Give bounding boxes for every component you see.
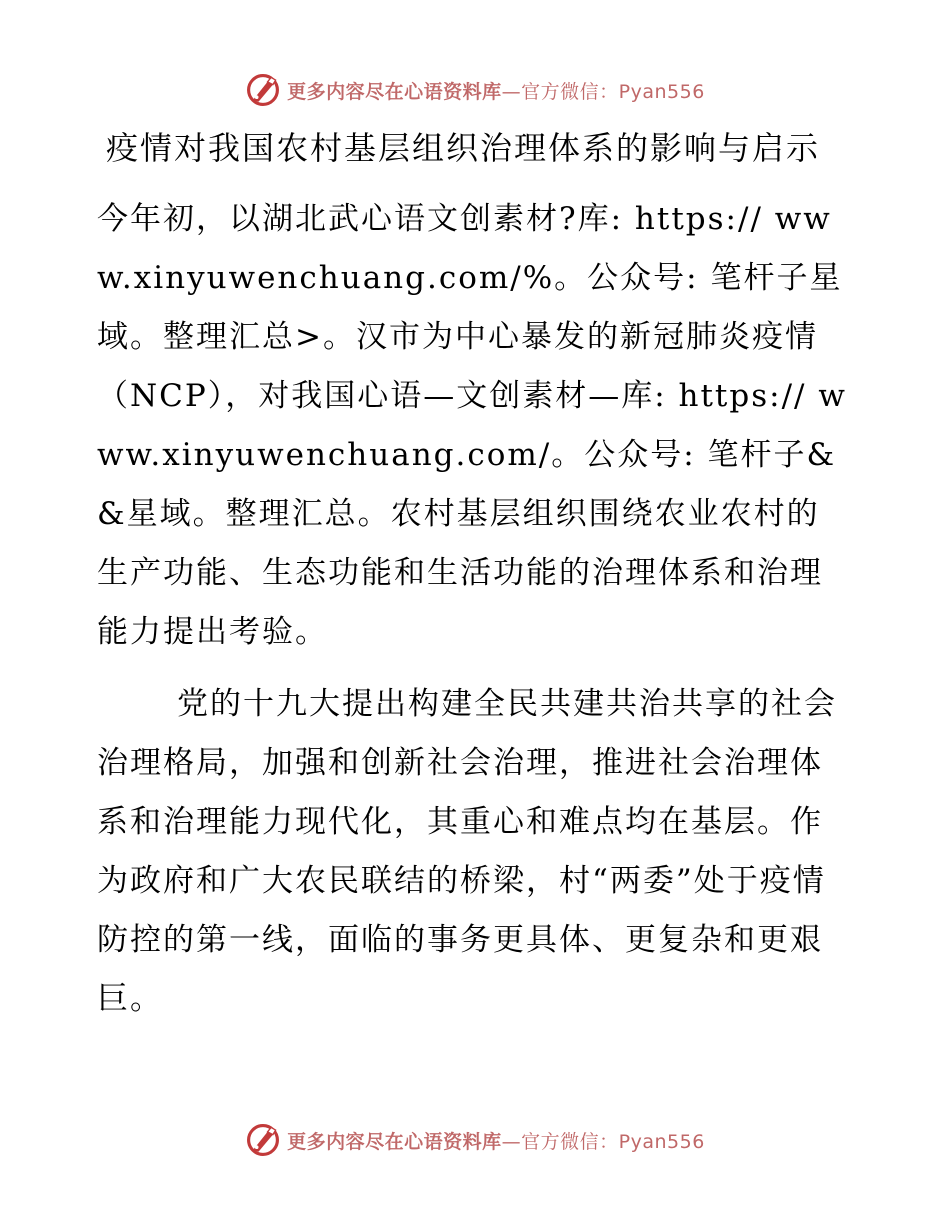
- header-banner-dash: —: [501, 80, 522, 103]
- header-banner: [0, 68, 950, 112]
- header-banner-main: 更多内容尽在心语资料库: [287, 80, 502, 103]
- header-banner-text: [287, 77, 705, 104]
- paragraph-1: 今年初，以湖北武心语文创素材?库: https:// www.xinyuwenchuang.com/%。公众号: 笔杆子星域。整理汇总>。汉市为中心暴发的新冠肺炎疫情（NCP），对我国心语—文创素材—库: https:// www.xinyuwenchuang.com/。公众号: 笔杆子&&星域。整理汇总。农村基层组织围绕农业农村的生产功能、生态功能和生活功能的治理体系和治理能力提出考验。: [97, 201, 847, 650]
- footer-banner-main: 更多内容尽在心语资料库: [287, 1130, 502, 1153]
- pen-logo-icon: [245, 1122, 281, 1158]
- footer-banner-wechat: 官方微信：Pyan556: [521, 1130, 705, 1153]
- pen-logo-icon: [245, 72, 281, 108]
- footer-banner-text: [287, 1127, 705, 1154]
- footer-banner-dash: —: [501, 1130, 522, 1153]
- header-banner-wechat: 官方微信：Pyan556: [521, 80, 705, 103]
- document-title: 疫情对我国农村基层组织治理体系的影响与启示: [106, 129, 821, 167]
- paragraph-2: 党的十九大提出构建全民共建共治共享的社会治理格局，加强和创新社会治理，推进社会治理体系和治理能力现代化，其重心和难点均在基层。作为政府和广大农民联结的桥梁，村“两委”处于疫情防控的第一线，面临的事务更具体、更复杂和更艰巨。: [97, 686, 837, 1017]
- footer-banner: [0, 1118, 950, 1162]
